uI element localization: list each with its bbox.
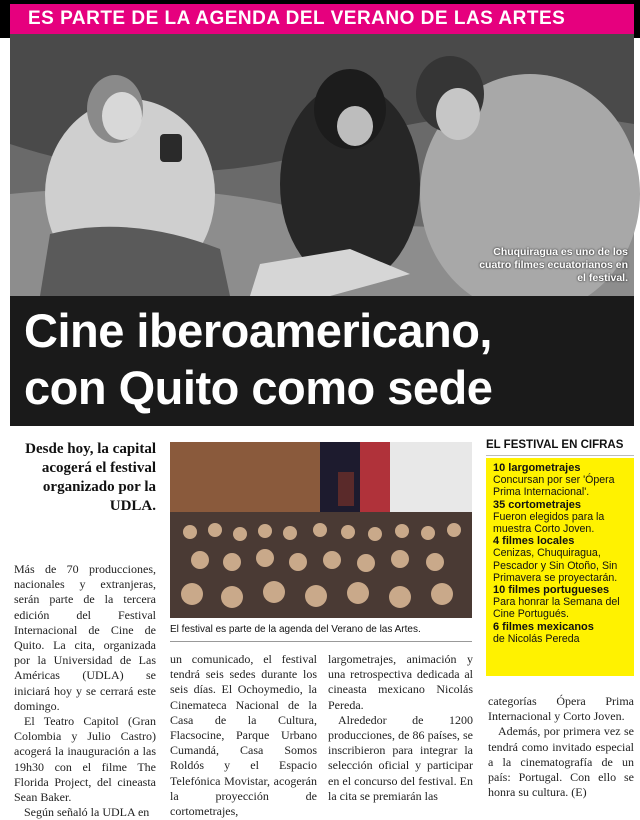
col4-paragraph-1: categorías Ópera Prima Internacional y Corto Joven. (488, 694, 634, 724)
col1-paragraph-2: El Teatro Capitol (Gran Colombia y Julio Castro) acogerá la inauguración a las 19h30 con el filme The Florida Project, del cineasta Sean Baker. (14, 714, 156, 805)
figure-desc: Para honrar la Semana del Cine Portugués. (493, 596, 620, 621)
figure-head: 4 filmes locales (493, 535, 575, 548)
figure-desc: Cenizas, Chuquiragua, Pescador y Sin Otoño, Sin Primavera se proyectarán. (493, 547, 618, 584)
col3-paragraph-1: largometrajes, animación y una retrospectiva dedicada al cineasta mexicano Nicolás Pereda. (328, 652, 473, 712)
article-column-2 (170, 652, 317, 819)
figure-head: 10 filmes portugueses (493, 584, 610, 597)
figure-desc: Fueron elegidos para la muestra Corto Joven. (493, 510, 605, 536)
col4-paragraph-2: Además, por primera vez se tendrá como invitado especial a la cinematografía de un país: Portugal. Con ello se honra su cultura. (E) (488, 724, 634, 800)
article-column-4 (488, 694, 634, 800)
figure-desc: Concursan por ser 'Ópera Prima Internacional'. (493, 474, 615, 499)
col1-paragraph-3: Según señaló la UDLA en (24, 805, 150, 820)
main-photo-caption: Chuquiragua es uno de los cuatro filmes ecuatorianos en el festival. (479, 246, 628, 284)
article-column-1 (14, 562, 156, 820)
figure-head: 6 filmes mexicanos (493, 620, 594, 633)
col3-paragraph-2: Alrededor de 1200 producciones, de 86 países, se inscribieron para integrar la selección oficial y participar en el concurso del festival. En la cita se premiarán las (328, 712, 473, 803)
col2-paragraph-1: un comunicado, el festival tendrá seis sedes durante los seis días. El Ochoymedio, la Cinemateca Nacional de la Casa de la Cultura, Flacsocine, Parque Urbano Cumandá, Casa Somos Roldós y el Espacio Telefónica Movistar, acogerán la proyección de cortometrajes, (170, 652, 317, 819)
figure-head: 35 cortometrajes (493, 498, 582, 511)
festival-photo (170, 442, 472, 618)
caption-rule (170, 641, 472, 642)
headline (10, 296, 634, 426)
col1-paragraph-1: Más de 70 producciones, nacionales y extranjeras, serán parte de la tercera edición del Festival Internacional de Cine de Quito. La cita, organizada por la Universidad de Las Américas (UDLA) se iniciará hoy y se cerrará este domingo. (14, 562, 156, 713)
article-column-3 (328, 652, 473, 804)
figure-head: 10 largometrajes (493, 462, 581, 474)
headline-line-2: con Quito como sede (24, 361, 493, 414)
festival-photo-caption: El festival es parte de la agenda del Verano de las Artes. (170, 624, 421, 635)
lead-deck: Desde hoy, la capital acogerá el festival organizado por la UDLA. (25, 441, 156, 514)
festival-figures-box (486, 458, 634, 676)
headline-line-1: Cine iberoamericano, (24, 304, 492, 357)
figure-desc: de Nicolás Pereda (493, 632, 580, 645)
banner-text: ES PARTE DE LA AGENDA DEL VERANO DE LAS ARTES (10, 4, 634, 34)
sidebar-title: EL FESTIVAL EN CIFRAS (486, 436, 634, 456)
section-banner (0, 0, 640, 38)
main-photo (10, 34, 634, 296)
festival-photo-illustration (170, 442, 472, 618)
